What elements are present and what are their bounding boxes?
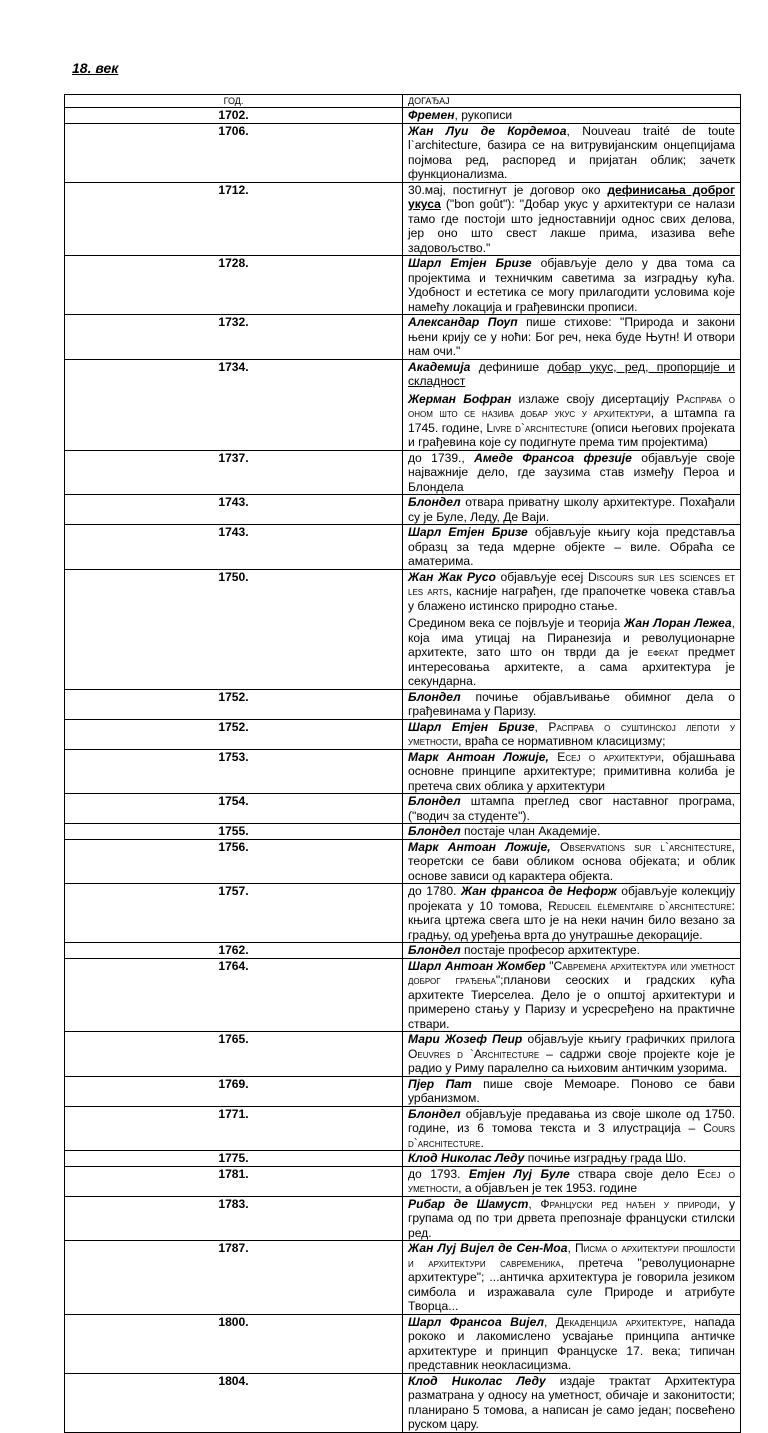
event-cell <box>403 794 741 824</box>
event-cell <box>403 256 741 315</box>
event-cell <box>403 495 741 525</box>
event-paragraph <box>408 1241 735 1314</box>
event-cell <box>403 1373 741 1432</box>
year-cell: 1765. <box>65 1032 403 1077</box>
event-text: ";планови сеоских и градских кућа архитекте Тиерселеа. Дело је о општој архитектури и примерено стању у Паризу и усресређено на практичне ствари. <box>408 973 736 1031</box>
event-text: почиње изградњу града Шо. <box>524 1151 687 1165</box>
event-text: објављује предавања из своје школе од 1750. године, из 6 томова текста и 3 илустрација – <box>408 1106 735 1135</box>
event-cell <box>403 719 741 749</box>
table-row <box>65 108 741 124</box>
table-row <box>65 182 741 256</box>
event-text <box>549 750 557 764</box>
work-title: Расправа о суштинској лепоти у уметности <box>408 719 735 748</box>
year-cell: 1800. <box>65 1314 403 1373</box>
year-cell: 1752. <box>65 689 403 719</box>
event-paragraph <box>408 256 735 314</box>
event-text: пише стихове: "Природа и закони њени крију се у ноћи: Бог реч, нека буде Њутн! И отвори нам очи." <box>408 315 735 358</box>
event-text: излаже своју дисертацију <box>511 391 677 406</box>
event-text: дефинисања доброг укуса <box>408 182 735 211</box>
event-paragraph <box>408 570 735 614</box>
table-row <box>65 1314 741 1373</box>
year-cell: 1743. <box>65 525 403 570</box>
work-title: Писма о архитектури прошлости и архитектури савременика <box>408 1241 735 1270</box>
year-cell: 1781. <box>65 1166 403 1196</box>
work-title: Discours sur les sciences et les arts <box>408 569 735 598</box>
event-paragraph <box>408 616 735 689</box>
event-paragraph <box>408 794 735 823</box>
year-cell: 1757. <box>65 884 403 943</box>
event-text: " <box>545 958 554 973</box>
year-cell: 1764. <box>65 958 403 1032</box>
event-text: , <box>544 1314 556 1329</box>
event-cell <box>403 123 741 182</box>
year-cell: 1706. <box>65 123 403 182</box>
event-text: до 1793. <box>408 1166 469 1181</box>
table-row <box>65 256 741 315</box>
event-paragraph <box>408 1077 735 1106</box>
event-text: издаје трактат Архитектура разматрана у односу на уметност, обичаје и законитости; планирано 5 томова, а написан је само један; посвећено руском цару. <box>408 1373 735 1431</box>
year-cell: 1702. <box>65 108 403 124</box>
year-cell: 1756. <box>65 839 403 884</box>
event-paragraph <box>408 1107 735 1151</box>
work-title: Oeuvres d `Architecture <box>408 1046 540 1061</box>
event-paragraph <box>408 1374 735 1432</box>
event-text: , <box>534 719 549 734</box>
person-name: Блондел <box>408 1106 461 1121</box>
event-paragraph <box>408 451 735 495</box>
page-title: 18. век <box>72 60 119 76</box>
person-name: Жан Жак Русо <box>408 569 496 584</box>
person-name: Жан Луј Вијел де Сен-Моа <box>408 1241 568 1255</box>
event-cell <box>403 182 741 256</box>
event-cell <box>403 689 741 719</box>
event-paragraph <box>408 392 735 450</box>
table-row <box>65 525 741 570</box>
event-text: објављује своје најважније дело, где заузима став између Пероа и Блондела <box>408 450 736 494</box>
year-cell: 1755. <box>65 824 403 840</box>
event-text: . <box>480 1135 484 1150</box>
event-cell <box>403 884 741 943</box>
event-paragraph <box>408 108 735 123</box>
event-paragraph <box>408 690 735 719</box>
event-text: објављује књигу графичких прилога <box>522 1032 736 1046</box>
event-paragraph <box>408 360 735 389</box>
event-text: објављује дело у два тома са пројектима и техничким саветима за изградњу кућа. Удобност и естетика се могу прилагодити условима које намећу локација и грађевински прописи. <box>408 256 735 314</box>
event-cell <box>403 1166 741 1196</box>
year-cell: 1734. <box>65 359 403 450</box>
person-name: Пјер Пат <box>408 1076 472 1091</box>
table-row <box>65 839 741 884</box>
event-paragraph <box>408 495 735 524</box>
event-cell <box>403 315 741 360</box>
event-cell <box>403 943 741 959</box>
event-cell <box>403 824 741 840</box>
person-name: Блондел <box>408 794 461 808</box>
table-row <box>65 719 741 749</box>
person-name: Жан Луи де Кордемоа <box>408 123 567 138</box>
person-name: Шарл Етјен Бризе <box>408 525 528 539</box>
event-text: дефинише <box>470 359 548 374</box>
event-paragraph <box>408 959 735 1032</box>
person-name: Етјен Луј Буле <box>468 1166 570 1181</box>
event-paragraph <box>408 315 735 359</box>
event-paragraph <box>408 750 735 794</box>
event-text <box>551 840 560 854</box>
person-name: Жан Лоран Лежеа <box>624 616 732 630</box>
event-cell <box>403 359 741 450</box>
person-name: Александар Поуп <box>408 315 518 329</box>
person-name: Шарл Антоан Жомбер <box>408 958 546 973</box>
work-title: Расправа о оном што се назива добар укус у архитектури <box>408 391 735 420</box>
event-text: , напада рококо и лакомислено усвајање принципа античке архитектуре и принцип Француске 17. века; типичан представник неокласицизма. <box>408 1314 735 1372</box>
year-cell: 1775. <box>65 1151 403 1167</box>
event-text: постаје члан Академије. <box>460 824 601 838</box>
person-name: Рибар де Шамуст <box>408 1196 529 1211</box>
event-paragraph <box>408 1197 735 1241</box>
event-text: (описи његових пројеката и грађевина које су подигнуте према тим пројектима) <box>408 420 735 449</box>
table-row <box>65 958 741 1032</box>
table-row <box>65 123 741 182</box>
event-cell <box>403 1196 741 1241</box>
event-cell <box>403 1241 741 1315</box>
table-row <box>65 495 741 525</box>
person-name: Марк Антоан Ложије, <box>408 749 549 764</box>
table-row <box>65 1196 741 1241</box>
event-text: , а штампа га 1745. године, <box>408 406 735 435</box>
event-cell <box>403 839 741 884</box>
event-text: , <box>528 1196 541 1211</box>
event-text: , објашњава основне принципе архитектуре; примитивна колиба је претеча свих облика у архитектури <box>408 749 735 793</box>
event-text: добар укус, ред, пропорције и складност <box>408 359 735 388</box>
work-title: ефекат <box>647 645 679 659</box>
person-name: Жерман Бофран <box>408 391 512 406</box>
work-title: Cours d`architecture <box>408 1121 735 1150</box>
person-name: Блондел <box>408 943 461 957</box>
event-text: објављује есеј <box>495 569 588 584</box>
year-cell: 1753. <box>65 749 403 794</box>
event-text: , у групама од по три дрвета препознаје француски стилски ред. <box>408 1196 735 1240</box>
event-cell <box>403 1032 741 1077</box>
work-title: Француски ред нађен у природи <box>540 1196 717 1211</box>
event-paragraph <box>408 124 735 182</box>
table-row <box>65 450 741 495</box>
event-paragraph <box>408 1032 735 1076</box>
event-text: објављује колекцију пројеката у 10 томова, <box>408 884 735 913</box>
year-cell: 1750. <box>65 569 403 689</box>
year-cell: 1771. <box>65 1106 403 1151</box>
work-title: Observations sur l`architecture <box>559 839 732 854</box>
event-text: , а објављен је тек 1953. године <box>458 1181 638 1195</box>
event-paragraph <box>408 824 735 839</box>
table-row <box>65 943 741 959</box>
event-cell <box>403 958 741 1032</box>
person-name: Мари Жозеф Пеир <box>408 1032 523 1046</box>
event-column-header: ДОГАЂАЈ <box>403 95 741 108</box>
table-row <box>65 1151 741 1167</box>
person-name: Шарл Франсоа Вијел <box>408 1314 545 1329</box>
table-row <box>65 1032 741 1077</box>
event-text: , <box>567 1241 575 1255</box>
event-paragraph <box>408 720 735 749</box>
event-cell <box>403 569 741 689</box>
event-paragraph <box>408 525 735 569</box>
event-text: постаје професор архитектуре. <box>460 943 640 957</box>
event-paragraph <box>408 884 735 942</box>
event-text: , рукописи <box>454 108 513 122</box>
event-text: , враћа се нормативном класицизму; <box>458 734 666 748</box>
event-text: : књига цртежа свега што је на неки начин било везано за градњу, од уређења врта до унутрашње декорације. <box>408 898 736 942</box>
event-text: Средином века се појвљује и теорија <box>408 616 625 630</box>
year-cell: 1737. <box>65 450 403 495</box>
person-name: Шарл Етјен Бризе <box>408 256 532 270</box>
year-cell: 1728. <box>65 256 403 315</box>
event-text: – садржи своје пројекте које је радио у Риму паралелно са њиховим античким узорима. <box>408 1046 735 1075</box>
person-name: Фремен <box>408 108 455 122</box>
year-cell: 1804. <box>65 1373 403 1432</box>
event-text: ствара своје дело <box>569 1166 698 1181</box>
table-row <box>65 1241 741 1315</box>
work-title: Livre d`architecture <box>486 420 588 435</box>
work-title: Савремена архитектура или уметност доброг грађења <box>408 958 735 987</box>
table-header-row <box>65 95 741 108</box>
timeline-body <box>65 108 741 1433</box>
event-cell <box>403 525 741 570</box>
year-cell: 1787. <box>65 1241 403 1315</box>
event-paragraph <box>408 840 735 884</box>
timeline-table <box>64 94 741 1433</box>
person-name: Блондел <box>408 824 461 838</box>
work-title: Reduceil élémentaire d`architecture <box>548 898 732 913</box>
table-row <box>65 359 741 450</box>
table-row <box>65 884 741 943</box>
person-name: Академија <box>408 359 471 374</box>
event-paragraph <box>408 1167 735 1196</box>
table-row <box>65 689 741 719</box>
event-paragraph <box>408 183 735 256</box>
year-cell: 1783. <box>65 1196 403 1241</box>
person-name: Клод Николас Леду <box>408 1151 525 1165</box>
table-row <box>65 824 741 840</box>
event-cell <box>403 1106 741 1151</box>
event-paragraph <box>408 1315 735 1373</box>
year-cell: 1769. <box>65 1076 403 1106</box>
event-paragraph <box>408 1151 735 1166</box>
year-cell: 1752. <box>65 719 403 749</box>
event-text: штампа преглед свог наставног програма, ("водич за студенте"). <box>408 794 735 823</box>
event-text: објављује књигу која представља образц за теда мдерне објекте – виле. Обраћа се аматерима. <box>408 525 736 568</box>
event-text: до 1780. <box>408 884 461 898</box>
event-text: , теоретски се бави обликом основа објеката; и облик основе зависи од карактера објекта. <box>408 839 735 883</box>
event-cell <box>403 1151 741 1167</box>
event-text: пише своје Мемоаре. Поново се бави урбанизмом. <box>408 1076 735 1105</box>
table-row <box>65 794 741 824</box>
table-row <box>65 749 741 794</box>
person-name: Клод Николас Леду <box>408 1373 546 1388</box>
table-row <box>65 1166 741 1196</box>
year-cell: 1712. <box>65 182 403 256</box>
event-text: предмет интересовања архитекте, а сама архитектура је секундарна. <box>408 645 735 688</box>
event-text: 30.мај, постигнут је договор око <box>408 182 608 197</box>
event-cell <box>403 450 741 495</box>
event-text: почиње објављивање обимног дела о грађевинама у Паризу. <box>408 689 735 718</box>
person-name: Блондел <box>408 495 461 509</box>
event-text: до 1739., <box>408 450 475 465</box>
table-row <box>65 1076 741 1106</box>
event-text: отвара приватну школу архитектуре. Похађали су је Буле, Леду, Де Ваји. <box>408 495 735 524</box>
event-text: , претеча "револуционарне архитектуре"; ...античка архитектура је говорила језиком симбола и изражавала суле Природе и атрибуте Творца... <box>408 1255 735 1313</box>
work-title: Есеј о уметности <box>408 1166 735 1195</box>
person-name: Амеде Франсоа фрезије <box>474 450 632 465</box>
year-column-header: ГОД. <box>65 95 403 108</box>
event-text: , Nouveau traité de toute l`architecture, базира се на витрувијанским онцепцијама појмова ред, распоред и пријатан облик; зачетк функционализма. <box>408 123 735 181</box>
event-text: ("bon goût"): "Добар укус у архитектури се налази тамо где постоји што једноставнији однос свих делова, јер оно што свест лакше прима, изазива веће задовољство." <box>408 197 735 255</box>
person-name: Блондел <box>408 689 461 704</box>
table-row <box>65 315 741 360</box>
event-cell <box>403 1314 741 1373</box>
person-name: Марк Антоан Ложије, <box>408 839 551 854</box>
table-row <box>65 1373 741 1432</box>
year-cell: 1762. <box>65 943 403 959</box>
table-row <box>65 569 741 689</box>
table-row <box>65 1106 741 1151</box>
person-name: Шарл Етјен Бризе <box>408 719 535 734</box>
work-title: Декаденција архитектуре <box>555 1314 683 1329</box>
event-text: , касније награђен, где прапочетке човека ставља у блажено истинско природно стање. <box>408 584 735 613</box>
event-text: , која има утицај на Пиранезија и револуционарне архитекте, зато што он тврди да је <box>408 616 736 659</box>
event-cell <box>403 749 741 794</box>
year-cell: 1732. <box>65 315 403 360</box>
event-cell <box>403 1076 741 1106</box>
year-cell: 1754. <box>65 794 403 824</box>
work-title: Есеј о архитектури <box>557 749 661 764</box>
event-cell <box>403 108 741 124</box>
event-paragraph <box>408 943 735 958</box>
year-cell: 1743. <box>65 495 403 525</box>
person-name: Жан франсоа де Нефорж <box>460 884 617 898</box>
